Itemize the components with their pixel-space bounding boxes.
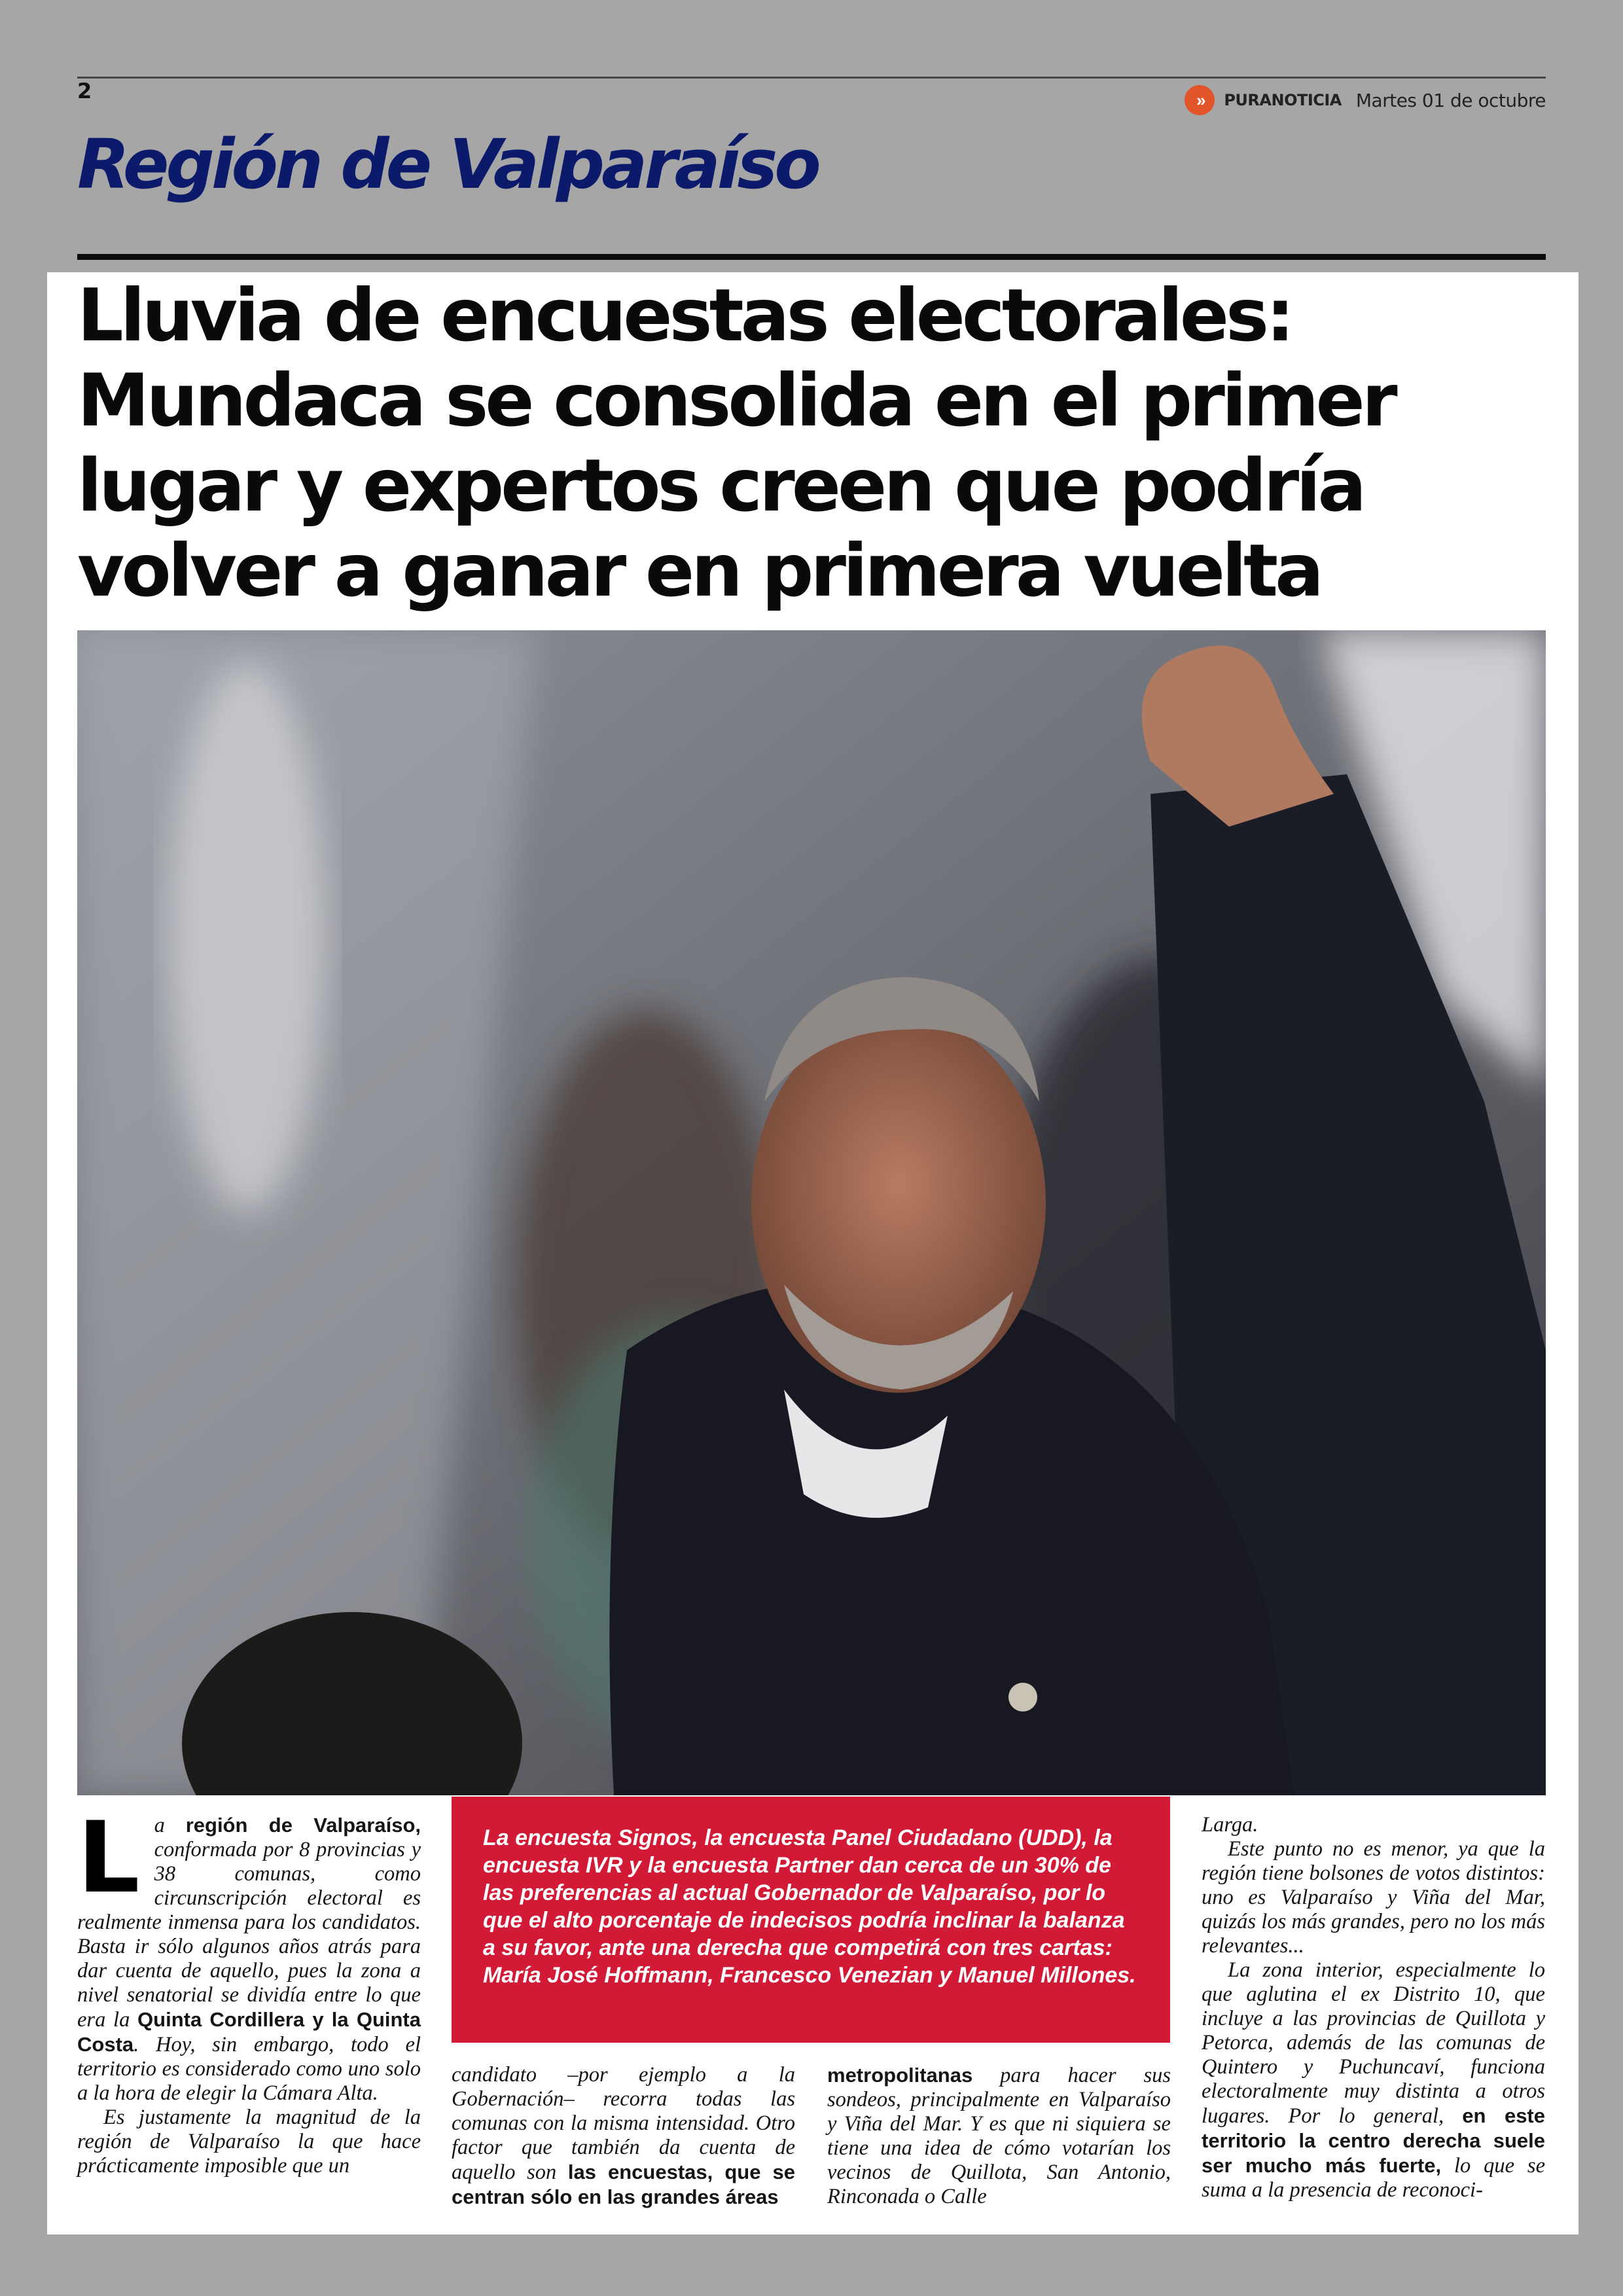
paragraph: candidato –por ejemplo a la Gobernación– recorra todas las comunas con la misma intensidad. Otro factor que también da cuenta de aquello son las encuestas, que se centran sólo en las grandes áreas: [452, 2063, 796, 2208]
article-column-3: [827, 2063, 1171, 2209]
paragraph: Este punto no es menor, ya que la región tiene bolsones de votos distintos: uno es Valparaíso y Viña del Mar, quizás los más grandes, pero no los más relevantes...: [1202, 1837, 1545, 1958]
brand-name: PURANOTICIA: [1224, 91, 1342, 109]
article-headline: Lluvia de encuestas electorales: Mundaca se consolida en el primer lugar y expertos creen que podría volver a ganar en primera vuelta: [77, 274, 1395, 613]
drop-cap: L: [77, 1801, 140, 1915]
page-number: 2: [77, 79, 92, 103]
paragraph: a región de Valparaíso, conformada por 8 provincias y 38 comunas, como circunscripción electoral es realmente inmensa para los candidatos. Basta ir sólo algunos años atrás para dar cuenta de aquello, pues la zona a nivel senatorial se dividía entre lo que era la Quinta Cordillera y la Quinta Costa. Hoy, sin embargo, todo el territorio es considerado como uno solo a la hora de elegir la Cámara Alta.: [77, 1814, 421, 2105]
section-rule: [77, 254, 1546, 260]
puranoticia-logo-icon: »: [1185, 85, 1215, 115]
section-title: Región de Valparaíso: [77, 124, 818, 204]
paragraph: La zona interior, especialmente lo que aglutina el ex Distrito 10, que incluye a las provincias de Quillota y Petorca, además de las comunas de Quintero y Puchuncaví, funciona electoralmente muy distinta a otros lugares. Por lo general, en este territorio la centro derecha suele ser mucho más fuerte, lo que se suma a la presencia de reconoci-: [1202, 1958, 1545, 2202]
article-column-1: [77, 1801, 421, 2178]
paragraph: Larga.: [1202, 1813, 1258, 1837]
article-column-4: [1202, 1813, 1545, 2202]
issue-date: Martes 01 de octubre: [1355, 89, 1546, 111]
paragraph: metropolitanas para hacer sus sondeos, principalmente en Valparaíso y Viña del Mar. Y es que ni siquiera se tiene una idea de cómo votarían los vecinos de Quillota, San Antonio, Rinconada o Calle: [827, 2064, 1171, 2208]
top-rule: [77, 77, 1546, 79]
pull-quote-box: La encuesta Signos, la encuesta Panel Ciudadano (UDD), la encuesta IVR y la encuesta Partner dan cerca de un 30% de las preferencias al actual Gobernador de Valparaíso, por lo que el alto porcentaje de indecisos podría inclinar la balanza a su favor, ante una derecha que competirá con tres cartas: María José Hoffmann, Francesco Venezian y Manuel Millones.: [452, 1797, 1170, 2043]
article-photo: [77, 630, 1546, 1795]
paragraph: Es justamente la magnitud de la región de Valparaíso la que hace prácticamente imposible que un: [77, 2106, 421, 2178]
article-column-2: [452, 2063, 795, 2210]
masthead: [1185, 85, 1546, 115]
